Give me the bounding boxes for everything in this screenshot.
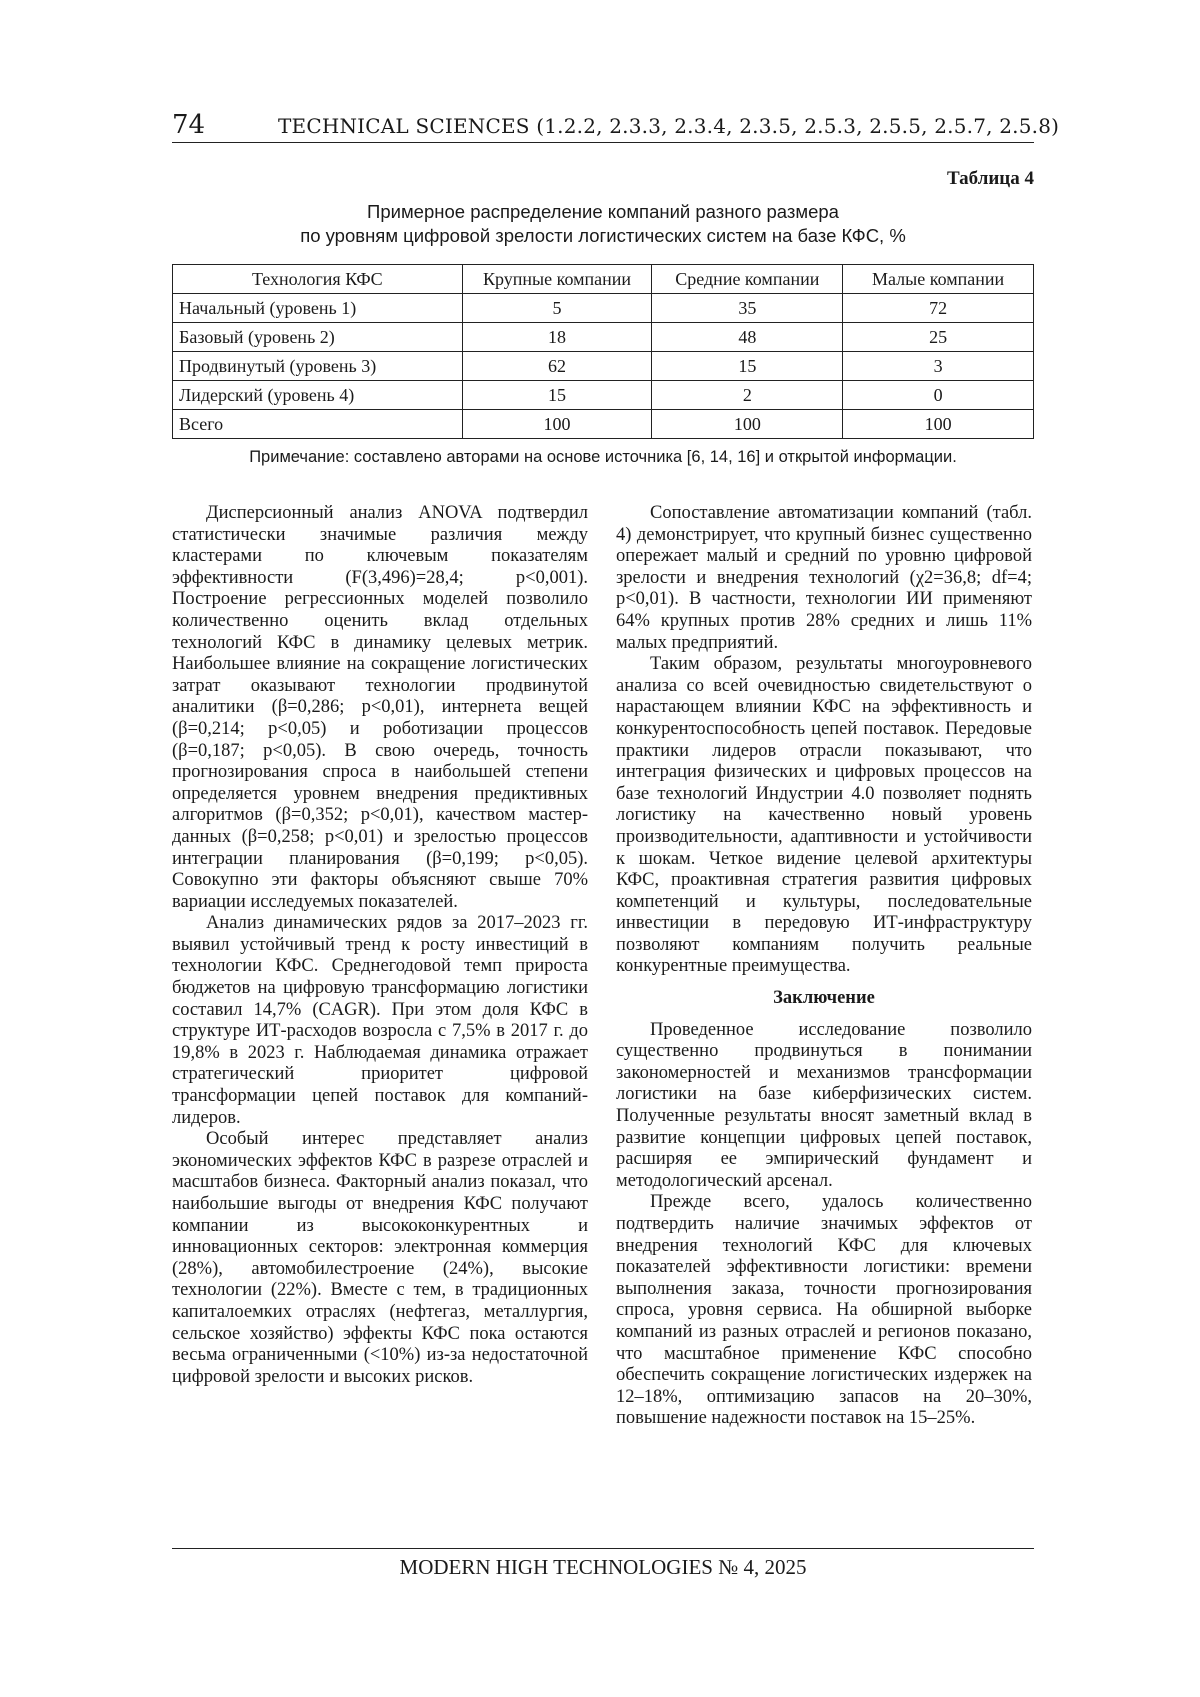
- body-paragraph: Анализ динамических рядов за 2017–2023 гг. выявил устойчивый тренд к росту инвестиций в технологии КФС. Среднегодовой темп прироста бюджетов на цифровую трансформацию логистики составил 14,7% (CAGR). При этом доля КФС в структуре ИТ-расходов возросла с 7,5% в 2017 г. до 19,8% в 2023 г. Наблюдаемая динамика отражает стратегический приоритет цифровой трансформации цепей поставок для компаний-лидеров.: [172, 913, 588, 1128]
- table-row: [173, 323, 1034, 352]
- body-paragraph: Дисперсионный анализ ANOVA подтвердил статистически значимые различия между кластерами по ключевым показателям эффективности (F(3,496)=28,4; p<0,001). Построение регрессионных моделей позволило количественно оценить вклад отдельных технологий КФС в динамику целевых метрик. Наибольшее влияние на сокращение логистических затрат оказывают технологии продвинутой аналитики (β=0,286; p<0,01), интернета вещей (β=0,214; p<0,05) и роботизации процессов (β=0,187; p<0,05). В свою очередь, точность прогнозирования спроса в наибольшей степени определяется уровнем внедрения предиктивных алгоритмов (β=0,352; p<0,01), качеством мастер-данных (β=0,258; p<0,01) и зрелостью процессов интеграции планирования (β=0,199; p<0,05). Совокупно эти факторы объясняют свыше 70% вариации исследуемых показателей.: [172, 503, 588, 912]
- table-cell: 72: [843, 294, 1034, 323]
- running-footer: MODERN HIGH TECHNOLOGIES № 4, 2025: [172, 1548, 1034, 1580]
- table-cell: 25: [843, 323, 1034, 352]
- table-header-row: [173, 265, 1034, 294]
- table-row: [173, 294, 1034, 323]
- table-cell: 18: [462, 323, 652, 352]
- row-label: Начальный (уровень 1): [173, 294, 463, 323]
- table-title-line: Примерное распределение компаний разного размера: [367, 201, 839, 222]
- table-cell: 62: [462, 352, 652, 381]
- table-row: [173, 352, 1034, 381]
- row-label: Базовый (уровень 2): [173, 323, 463, 352]
- column-header: Средние компании: [652, 265, 843, 294]
- journal-section-title: TECHNICAL SCIENCES (1.2.2, 2.3.3, 2.3.4, 2.3.5, 2.5.3, 2.5.5, 2.5.7, 2.5.8): [278, 114, 1060, 138]
- table-row: [173, 410, 1034, 439]
- table-cell: 48: [652, 323, 843, 352]
- table-cell: 3: [843, 352, 1034, 381]
- page-number: 74: [172, 110, 206, 140]
- right-text-column: [616, 503, 1032, 1430]
- table-title: [172, 200, 1034, 248]
- left-text-column: [172, 503, 588, 1388]
- table-row: [173, 381, 1034, 410]
- row-label: Всего: [173, 410, 463, 439]
- body-paragraph: Прежде всего, удалось количественно подтвердить наличие значимых эффектов от внедрения технологий КФС для ключевых показателей эффективности логистики: времени выполнения заказа, точности прогнозирования спроса, уровня сервиса. На обширной выборке компаний из разных отраслей и регионов показано, что масштабное применение КФС способно обеспечить сокращение логистических издержек на 12–18%, оптимизацию запасов на 20–30%, повышение надежности поставок на 15–25%.: [616, 1192, 1032, 1429]
- table-cell: 100: [462, 410, 652, 439]
- table-cell: 0: [843, 381, 1034, 410]
- running-header: [172, 108, 1060, 143]
- data-table: [172, 264, 1034, 439]
- column-header: Крупные компании: [462, 265, 652, 294]
- section-heading: Заключение: [773, 988, 875, 1009]
- table-cell: 35: [652, 294, 843, 323]
- body-paragraph: Таким образом, результаты многоуровневого анализа со всей очевидностью свидетельствуют о нарастающем влиянии КФС на эффективность и конкурентоспособность цепей поставок. Передовые практики лидеров отрасли показывают, что интеграция физических и цифровых процессов на базе технологий Индустрии 4.0 позволяет поднять логистику на качественно новый уровень производительности, адаптивности и устойчивости к шокам. Четкое видение целевой архитектуры КФС, проактивная стратегия развития цифровых компетенций и культуры, последовательные инвестиции в передовую ИТ-инфраструктуру позволяют компаниям получить реальные конкурентные преимущества.: [616, 654, 1032, 977]
- table-cell: 5: [462, 294, 652, 323]
- body-paragraph: Сопоставление автоматизации компаний (табл. 4) демонстрирует, что крупный бизнес существенно опережает малый и средний по уровню цифровой зрелости и внедрения технологий (χ2=36,8; df=4; p<0,01). В частности, технологии ИИ применяют 64% крупных против 28% средних и лишь 11% малых предприятий.: [616, 503, 1032, 653]
- table-cell: 15: [652, 352, 843, 381]
- column-header: Малые компании: [843, 265, 1034, 294]
- row-label: Продвинутый (уровень 3): [173, 352, 463, 381]
- table-caption: Таблица 4: [946, 168, 1034, 189]
- table-cell: 15: [462, 381, 652, 410]
- table-cell: 2: [652, 381, 843, 410]
- column-header: Технология КФС: [173, 265, 463, 294]
- table-cell: 100: [652, 410, 843, 439]
- body-paragraph: Проведенное исследование позволило существенно продвинуться в понимании закономерностей и механизмов трансформации логистики на базе киберфизических систем. Полученные результаты вносят заметный вклад в развитие концепции цифровых цепей поставок, расширяя ее эмпирический фундамент и методологический арсенал.: [616, 1019, 1032, 1191]
- row-label: Лидерский (уровень 4): [173, 381, 463, 410]
- table-title-line: по уровням цифровой зрелости логистических систем на базе КФС, %: [300, 225, 906, 246]
- table-note: Примечание: составлено авторами на основе источника [6, 14, 16] и открытой информации.: [249, 448, 957, 466]
- table-cell: 100: [843, 410, 1034, 439]
- body-paragraph: Особый интерес представляет анализ экономических эффектов КФС в разрезе отраслей и масштабов бизнеса. Факторный анализ показал, что наибольшие выгоды от внедрения КФС получают компании из высококонкурентных и инновационных секторов: электронная коммерция (28%), автомобилестроение (24%), высокие технологии (22%). Вместе с тем, в традиционных капиталоемких отраслях (нефтегаз, металлургия, сельское хозяйство) эффекты КФС пока остаются весьма ограниченными (<10%) из-за недостаточной цифровой зрелости и высоких рисков.: [172, 1129, 588, 1387]
